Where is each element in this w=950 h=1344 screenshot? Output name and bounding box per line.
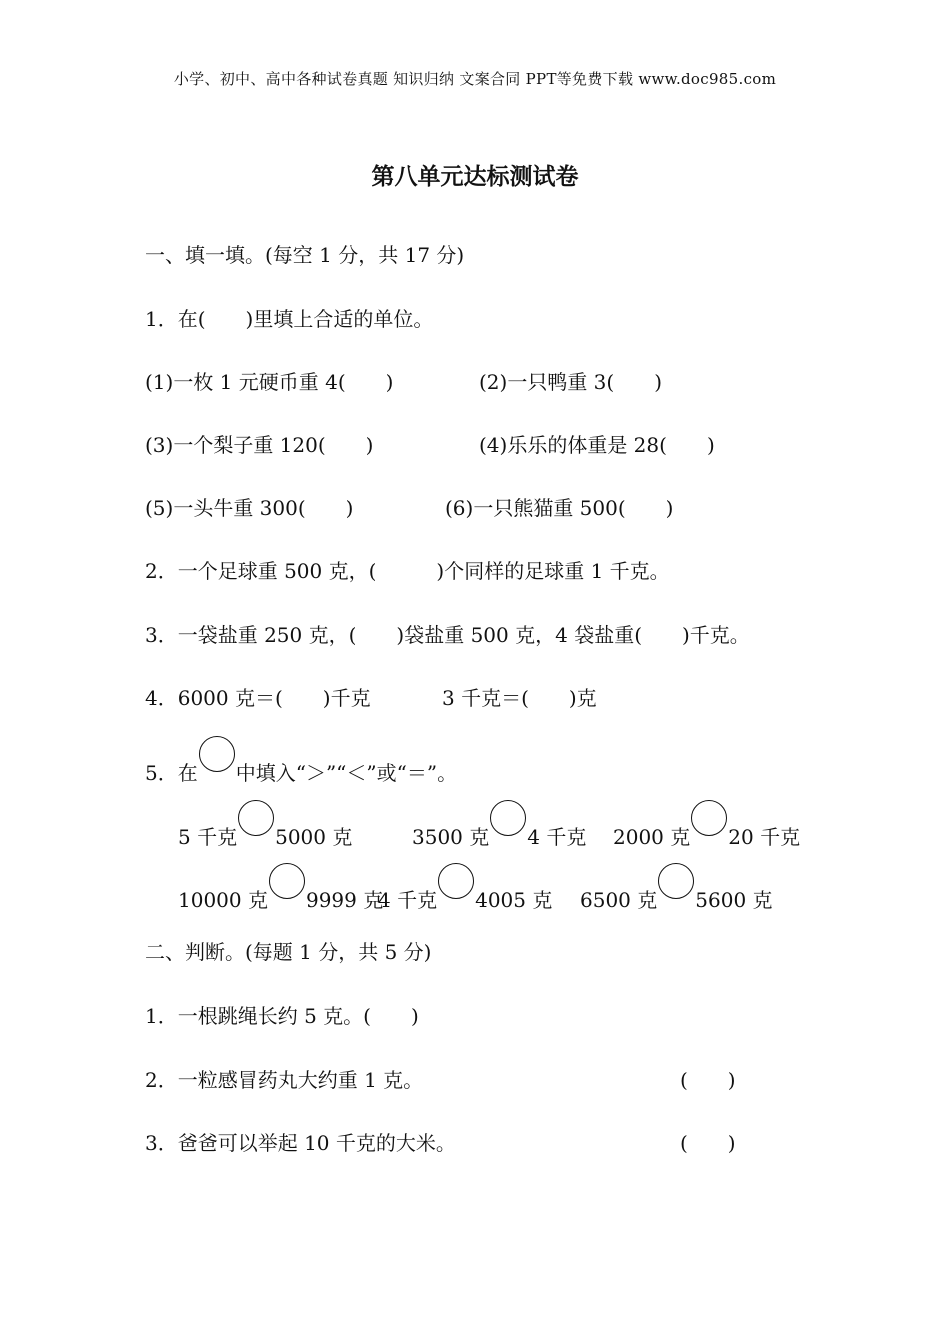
section1-heading: 一、填一填。(每空 1 分，共 17 分) — [145, 243, 465, 267]
q1-item-5: (5)一头牛重 300( ) — [145, 496, 354, 520]
comparison-3 — [613, 812, 800, 850]
page-title: 第八单元达标测试卷 — [371, 164, 579, 190]
q1-item-3: (3)一个梨子重 120( ) — [145, 433, 374, 457]
comparison-right: 9999 克 — [305, 888, 384, 912]
judge-item-2: 2．一粒感冒药丸大约重 1 克。 — [145, 1068, 424, 1092]
answer-circle[interactable] — [658, 863, 694, 899]
judge-item-1: 1．一根跳绳长约 5 克。( ) — [145, 1004, 419, 1028]
q3-text: 3．一袋盐重 250 克，( )袋盐重 500 克，4 袋盐重( )千克。 — [145, 623, 750, 647]
comparison-left: 2000 克 — [613, 825, 691, 849]
q1-item-2: (2)一只鸭重 3( ) — [479, 370, 663, 394]
q1-item-1: (1)一枚 1 元硬币重 4( ) — [145, 370, 394, 394]
judge-item-3: 3．爸爸可以举起 10 千克的大米。 — [145, 1131, 456, 1155]
q5-post: 中填入“＞”“＜”或“＝”。 — [235, 761, 458, 785]
q2-text: 2．一个足球重 500 克，( )个同样的足球重 1 千克。 — [145, 559, 670, 583]
q5-instruction — [145, 748, 457, 786]
comparison-left: 4 千克 — [378, 888, 438, 912]
compare-circle-icon — [199, 736, 235, 772]
comparison-left: 10000 克 — [178, 888, 268, 912]
comparison-right: 5600 克 — [695, 888, 773, 912]
comparison-right: 20 千克 — [728, 825, 801, 849]
answer-circle[interactable] — [490, 800, 526, 836]
answer-circle[interactable] — [238, 800, 274, 836]
q1-text: 1．在( )里填上合适的单位。 — [145, 307, 434, 331]
comparison-5 — [378, 875, 552, 913]
comparison-1 — [178, 812, 352, 850]
site-header: 小学、初中、高中各种试卷真题 知识归纳 文案合同 PPT等免费下载 www.doc985.com — [173, 70, 777, 88]
comparison-left: 6500 克 — [580, 888, 658, 912]
answer-circle[interactable] — [269, 863, 305, 899]
section2-heading: 二、判断。(每题 1 分，共 5 分) — [145, 940, 432, 964]
comparison-2 — [412, 812, 586, 850]
q5-pre: 5．在 — [145, 761, 198, 785]
comparison-6 — [580, 875, 773, 913]
q1-item-4: (4)乐乐的体重是 28( ) — [479, 433, 715, 457]
comparison-left: 3500 克 — [412, 825, 490, 849]
answer-circle[interactable] — [691, 800, 727, 836]
comparison-right: 5000 克 — [275, 825, 353, 849]
answer-circle[interactable] — [438, 863, 474, 899]
q4-part-b: 3 千克＝( )克 — [442, 686, 597, 710]
q4-part-a: 4．6000 克＝( )千克 — [145, 686, 371, 710]
q1-item-6: (6)一只熊猫重 500( ) — [445, 496, 674, 520]
judge-answer-2[interactable]: ( ) — [680, 1068, 736, 1092]
comparison-4 — [178, 875, 383, 913]
judge-answer-3[interactable]: ( ) — [680, 1131, 736, 1155]
comparison-left: 5 千克 — [178, 825, 238, 849]
comparison-right: 4 千克 — [527, 825, 587, 849]
comparison-right: 4005 克 — [475, 888, 553, 912]
